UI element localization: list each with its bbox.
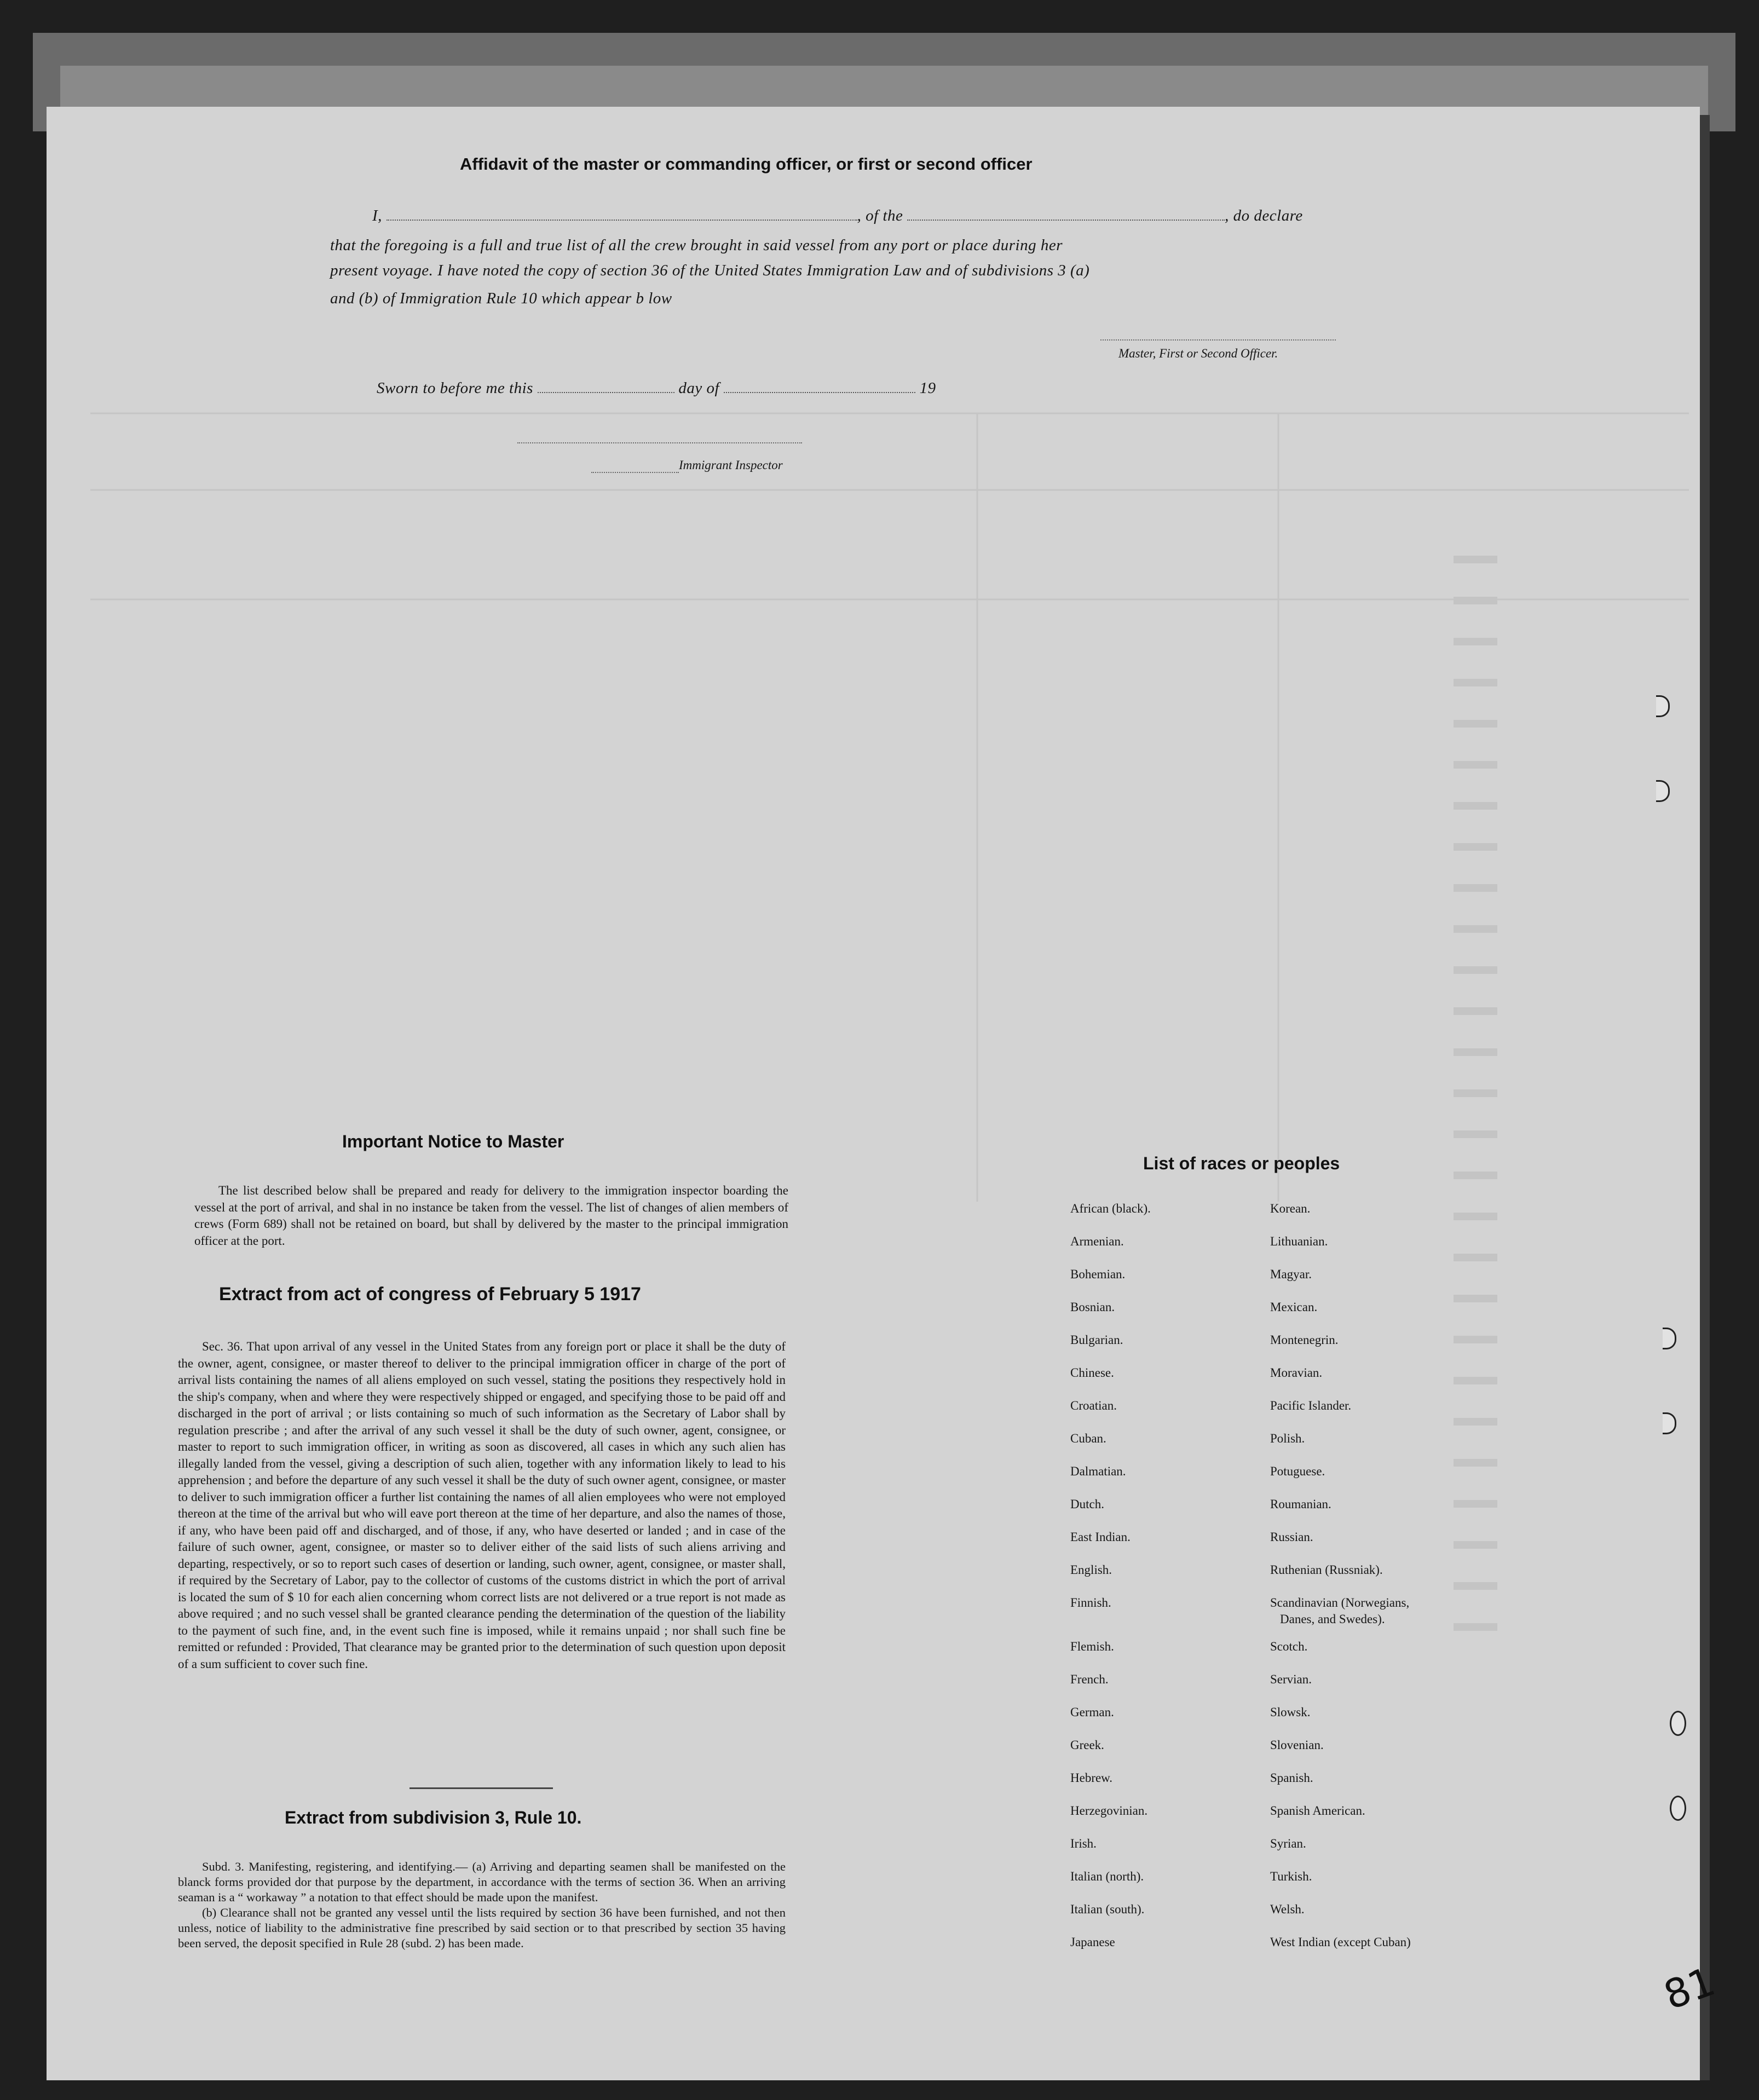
- rule-body: [178, 1859, 786, 1951]
- race-item: Pacific Islander.: [1270, 1399, 1352, 1412]
- punch-hole: [1670, 1796, 1686, 1821]
- race-item: German.: [1070, 1705, 1114, 1719]
- race-item: Moravian.: [1270, 1366, 1323, 1380]
- master-label: Master, First or Second Officer.: [1118, 347, 1278, 360]
- inspector-label: Immigrant Inspector: [679, 458, 783, 472]
- affidavit-do-declare: , do declare: [1225, 207, 1303, 224]
- sworn-text: Sworn to before me this: [377, 379, 533, 397]
- affidavit-line-3: present voyage. I have noted the copy of section 36 of the United States Immigration Law and of subdivisions 3 (a): [330, 262, 1090, 279]
- race-item: Roumanian.: [1270, 1497, 1331, 1511]
- race-item: Montenegrin.: [1270, 1333, 1339, 1347]
- rule-title: Extract from subdivision 3, Rule 10.: [285, 1808, 582, 1827]
- inspector-signature-line-2: [591, 472, 679, 473]
- race-item: Slowsk.: [1270, 1705, 1311, 1719]
- race-item: Ruthenian (Russniak).: [1270, 1563, 1383, 1577]
- handwritten-page-number: 81: [1658, 1958, 1721, 2019]
- race-item: French.: [1070, 1672, 1109, 1686]
- race-item: Bosnian.: [1070, 1300, 1115, 1314]
- race-item: Croatian.: [1070, 1399, 1117, 1412]
- punch-hole: [1670, 1711, 1686, 1736]
- race-item: Italian (north).: [1070, 1870, 1144, 1883]
- race-item: Armenian.: [1070, 1234, 1124, 1248]
- race-item: Servian.: [1270, 1672, 1312, 1686]
- inspector-signature-line: [517, 442, 802, 443]
- sworn-day-of: day of: [678, 379, 720, 397]
- race-item: Flemish.: [1070, 1640, 1114, 1653]
- race-item: Japanese: [1070, 1935, 1115, 1949]
- race-item: Finnish.: [1070, 1596, 1111, 1609]
- race-item: Spanish American.: [1270, 1804, 1365, 1818]
- race-item: Herzegovinian.: [1070, 1804, 1148, 1818]
- race-item: Mexican.: [1270, 1300, 1318, 1314]
- affidavit-line-4: and (b) of Immigration Rule 10 which appear b low: [330, 290, 672, 307]
- race-item: Hebrew.: [1070, 1771, 1113, 1785]
- race-item: Scotch.: [1270, 1640, 1308, 1653]
- race-item: Bulgarian.: [1070, 1333, 1123, 1347]
- race-item: Bohemian.: [1070, 1267, 1126, 1281]
- act-body: [178, 1339, 786, 1672]
- race-item: Italian (south).: [1070, 1902, 1145, 1916]
- section-divider: [410, 1787, 553, 1789]
- affidavit-of-the: , of the: [857, 207, 903, 224]
- sworn-year: 19: [919, 379, 936, 397]
- rule-para-a: Subd. 3. Manifesting, registering, and identifying.— (a) Arriving and departing seamen shall be manifested on the blanck forms provided dor that purpose by the department, in accordance with the terms of section 36. When an arriving seaman is a “ workaway ” a notation to that effect should be made upon the manifest.: [178, 1860, 786, 1904]
- race-item: Slovenian.: [1270, 1738, 1324, 1752]
- sworn-line: [377, 379, 936, 397]
- race-item: Russian.: [1270, 1530, 1313, 1544]
- races-list: [1070, 1202, 1536, 1957]
- race-item: Magyar.: [1270, 1267, 1312, 1281]
- race-item: Lithuanian.: [1270, 1234, 1328, 1248]
- affidavit-i: I,: [372, 207, 382, 224]
- notice-text: The list described below shall be prepared and ready for delivery to the immigration inspector boarding the vessel at the port of arrival, and shal in no instance be taken from the vessel. The list of changes of alien members of crews (Form 689) shall not be retained on board, but shall by delivered by the master to the principal immigration officer at the port.: [194, 1184, 788, 1248]
- race-item: English.: [1070, 1563, 1112, 1577]
- notice-title: Important Notice to Master: [342, 1132, 564, 1151]
- master-signature-line: [1100, 339, 1336, 341]
- race-item: Greek.: [1070, 1738, 1104, 1752]
- race-item: Dalmatian.: [1070, 1464, 1126, 1478]
- race-item: Polish.: [1270, 1432, 1305, 1445]
- race-item: Irish.: [1070, 1837, 1097, 1850]
- race-item: East Indian.: [1070, 1530, 1131, 1544]
- notice-body: [194, 1182, 788, 1249]
- race-item: Syrian.: [1270, 1837, 1306, 1850]
- races-title: List of races or peoples: [1143, 1153, 1340, 1173]
- race-item: Korean.: [1270, 1202, 1311, 1215]
- race-item: Potuguese.: [1270, 1464, 1325, 1478]
- race-item: African (black).: [1070, 1202, 1151, 1215]
- race-item: Danes, and Swedes).: [1280, 1612, 1385, 1626]
- race-item: Welsh.: [1270, 1902, 1305, 1916]
- affidavit-title: Affidavit of the master or commanding officer, or first or second officer: [460, 154, 1033, 174]
- race-item: Scandinavian (Norwegians,: [1270, 1596, 1410, 1609]
- rule-para-b: (b) Clearance shall not be granted any vessel until the lists required by section 36 have been furnished, and not then unless, notice of liability to the administrative fine prescribed by said section or to that prescribed by section 35 having been served, the deposit specified in Rule 28 (subd. 2) has been made.: [178, 1906, 786, 1950]
- race-item: Cuban.: [1070, 1432, 1106, 1445]
- act-text: Sec. 36. That upon arrival of any vessel in the United States from any foreign port or place it shall be the duty of the owner, agent, consignee, or master thereof to deliver to the principal immigration officer in charge of the port of arrival lists containing the names of all aliens employed on such vessel, stating the positions they respectively hold in the ship's company, when and where they were respectively shipped or engaged, and specifying those to be paid off and discharged in the port of arrival ; or lists containing so much of such information as the Secretary of Labor shall by regulation prescribe ; and after the arrival of any such vessel it shall be the duty of such owner, agent, consignee, or master to report to such immigration officer, in writing as soon as discovered, all cases in which any such alien has illegally landed from the vessel, giving a description of such alien, together with any information likely to lead to his apprehension ; and before the departure of any such vessel it shall be the duty of such owner agent, consignee, or master to deliver to such immigration officer a further list containing the names of all alien employees who were not employed thereon at the time of the arrival but who will eave port thereon at the time of her departure, and also the names of those, if any, who have been paid off and discharged, and of those, if any, who have deserted or landed ; and in case of the failure of such owner, agent, consignee, or master so to deliver either of the said lists of such aliens arriving and departing, respectively, or so to report such cases of desertion or landing, such owner, agent, consignee, or master shall, if required by the Secretary of Labor, pay to the collector of customs of the customs district in which the port of arrival is located the sum of $ 10 for each alien concerning whom correct lists are not delivered or a true report is not made as above required ; and no such vessel shall be granted clearance pending the determination of the question of the liability to the payment of such fine, and, in the event such fine is imposed, while it remains unpaid ; nor shall such fine be remitted or refunded : Provided, That clearance may be granted prior to the determination of such question upon deposit of a sum sufficient to cover such fine.: [178, 1340, 786, 1671]
- affidavit-line-2: that the foregoing is a full and true list of all the crew brought in said vessel from any port or place during her: [330, 236, 1063, 254]
- sheet-edge: [1700, 115, 1710, 2080]
- act-title: Extract from act of congress of February 5 1917: [219, 1284, 641, 1305]
- race-item: Chinese.: [1070, 1366, 1114, 1380]
- race-item: Dutch.: [1070, 1497, 1104, 1511]
- race-item: Turkish.: [1270, 1870, 1312, 1883]
- race-item: West Indian (except Cuban): [1270, 1935, 1411, 1949]
- race-item: Spanish.: [1270, 1771, 1313, 1785]
- affidavit-line-1: [372, 207, 1303, 225]
